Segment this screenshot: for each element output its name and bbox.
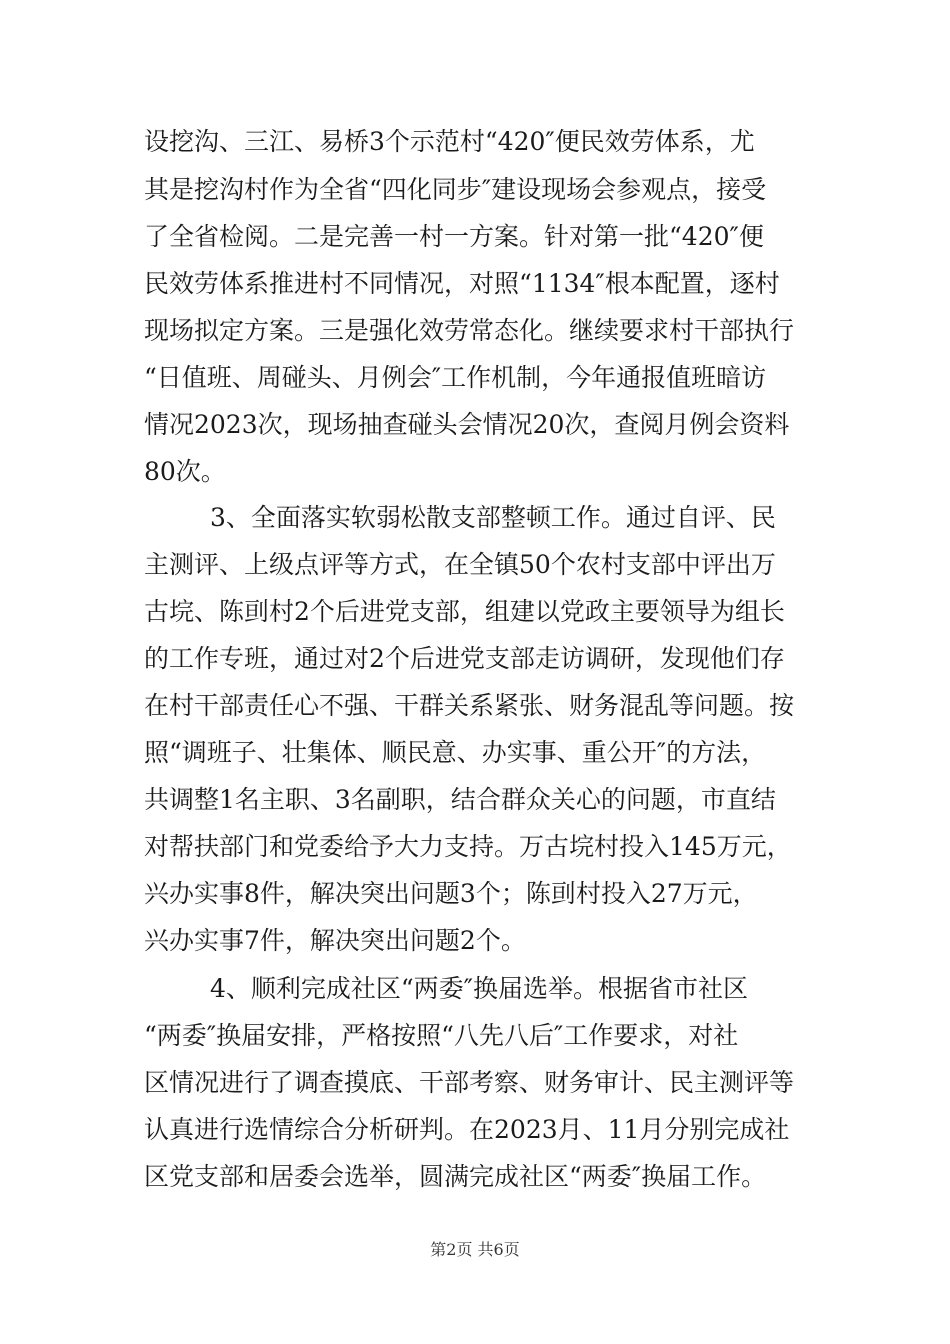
text-line: 民效劳体系推进村不同情况，对照“1134″根本配置，逐村 (144, 269, 780, 298)
text-line: 主测评、上级点评等方式，在全镇50个农村支部中评出万 (144, 550, 776, 579)
text-line: 照“调班子、壮集体、顺民意、办实事、重公开″的方法， (144, 738, 767, 767)
text-line: 兴办实事8件，解决突出问题3个；陈刯村投入27万元， (144, 879, 758, 908)
text-line: 3、全面落实软弱松散支部整顿工作。通过自评、民 (210, 503, 776, 532)
text-line: 在村干部责任心不强、干群关系紧张、财务混乱等问题。按 (144, 691, 795, 720)
text-line: 区情况进行了调查摸底、干部考察、财务审计、民主测评等 (144, 1068, 795, 1097)
text-line: 兴办实事7件，解决突出问题2个。 (144, 926, 526, 955)
text-line: 的工作专班，通过对2个后进党支部走访调研，发现他们存 (144, 644, 785, 673)
text-line: “日值班、周碰头、月例会″工作机制，今年通报值班暗访 (144, 363, 767, 392)
page-footer: 第2页 共6页 (430, 1240, 520, 1259)
text-line: 情况2023次，现场抽查碰头会情况20次，查阅月例会资料 (144, 410, 790, 439)
text-line: 80次。 (144, 457, 226, 486)
text-line: 认真进行选情综合分析研判。在2023月、11月分别完成社 (144, 1115, 790, 1144)
text-line: 其是挖沟村作为全省“四化同步″建设现场会参观点，接受 (144, 175, 767, 204)
text-line: 共调整1名主职、3名副职，结合群众关心的问题，市直结 (144, 785, 776, 814)
text-line: 了全省检阅。二是完善一村一方案。针对第一批“420″便 (144, 222, 764, 251)
text-line: 古垸、陈刯村2个后进党支部，组建以党政主要领导为组长 (144, 597, 785, 626)
text-line: 现场拟定方案。三是强化效劳常态化。继续要求村干部执行 (144, 316, 795, 345)
text-line: 对帮扶部门和党委给予大力支持。万古垸村投入145万元， (144, 832, 792, 861)
text-line: 设挖沟、三江、易桥3个示范村“420″便民效劳体系，尤 (144, 127, 755, 156)
text-line: 区党支部和居委会选举，圆满完成社区“两委″换届工作。 (144, 1162, 767, 1191)
text-line: “两委″换届安排，严格按照“八先八后″工作要求，对社 (144, 1021, 739, 1050)
text-line: 4、顺利完成社区“两委″换届选举。根据省市社区 (210, 974, 749, 1003)
